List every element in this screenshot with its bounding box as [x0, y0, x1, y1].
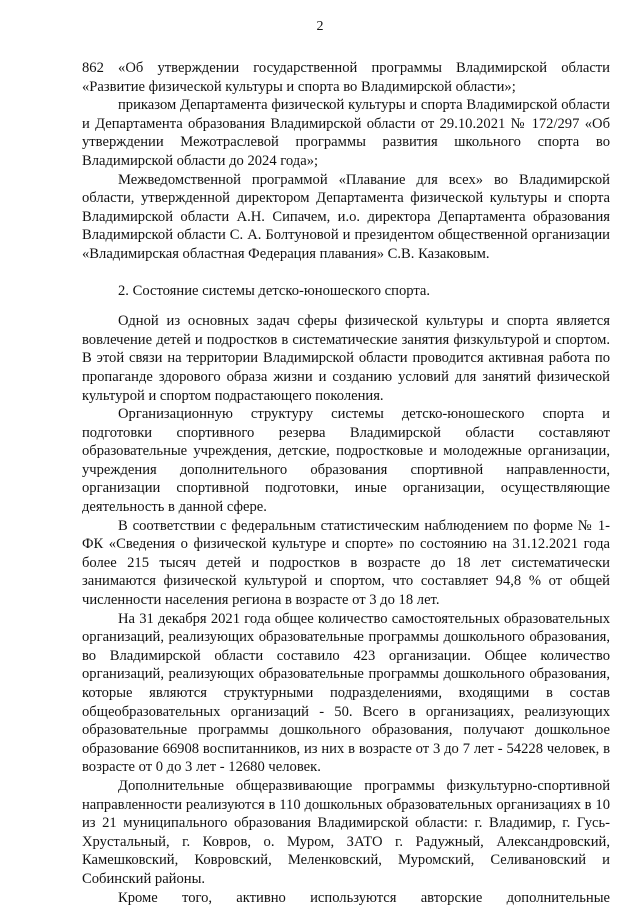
- page-number: 2: [316, 19, 324, 34]
- paragraph-statistics: В соответствии с федеральным статистическим наблюдением по форме № 1-ФК «Сведения о физической культуре и спорте» по состоянию на 31.12.2021 года более 215 тысяч детей и подростков в возрасте до 18 лет систематически занимаются физической культурой и спортом, что составляет 94,8 % от общей численности населения региона в возрасте от 3 до 18 лет.: [82, 517, 610, 609]
- section-heading: 2. Состояние системы детско-юношеского спорта.: [118, 282, 431, 299]
- paragraph-decree-862: 862 «Об утверждении государственной программы Владимирской области «Развитие физической культуры и спорта во Владимирской области»;: [82, 60, 610, 95]
- paragraph-continuation: Кроме того, активно используются авторские дополнительные: [118, 889, 610, 906]
- paragraph-additional-programs: Дополнительные общеразвивающие программы физкультурно-спортивной направленности реализуются в 110 дошкольных образовательных организациях в 10 из 21 муниципального образования Владимирской области: г. Владимир, г. Гусь-Хрустальный, г. Ковров, о. Муром, ЗАТО г. Радужный, Александровский, Камешковский, Ковровский, Меленковский, Муромский, Селивановский и Собинский районы.: [82, 777, 610, 887]
- paragraph-org-structure: Организационную структуру системы детско-юношеского спорта и подготовки спортивного резерва Владимирской области составляют образовательные учреждения, детские, подростковые и молодежные организации, учреждения дополнительного образования спортивной направленности, организации спортивной подготовки, иные организации, осуществляющие деятельность в данной сфере.: [82, 406, 610, 516]
- document-body: [82, 59, 610, 907]
- paragraph-main-tasks: Одной из основных задач сферы физической культуры и спорта является вовлечение детей и подростков в систематические занятия физкультурой и спортом. В этой связи на территории Владимирской области проводится активная работа по пропаганде здорового образа жизни и созданию условий для занятий физической культурой и спортом подрастающего поколения.: [82, 313, 610, 404]
- paragraph-swimming-program: Межведомственной программой «Плавание для всех» во Владимирской области, утвержденной директором Департамента физической культуры и спорта Владимирской области А.Н. Сипачем, и.о. директора Департамента образования Владимирской области С. А. Болтуновой и президентом общественной организации «Владимирская областная Федерация плавания» С.В. Казаковым.: [82, 171, 610, 262]
- paragraph-preschool-orgs: На 31 декабря 2021 года общее количество самостоятельных образовательных организаций, реализующих образовательные программы дошкольного образования, во Владимирской области составило 423 организации. Общее количество организаций, реализующих образовательные программы дошкольного образования, которые являются структурными подразделениями, входящими в состав общеобразовательных организаций - 50. Всего в организациях, реализующих образовательные программы дошкольного образования, получают дошкольное образование 66908 воспитанников, из них в возрасте от 3 до 7 лет - 54228 человек, в возрасте от 0 до 3 лет - 12680 человек.: [82, 610, 610, 776]
- paragraph-order-172-297: приказом Департамента физической культуры и спорта Владимирской области и Департамента образования Владимирской области от 29.10.2021 № 172/297 «Об утверждении Межотраслевой программы развития школьного спорта во Владимирской области до 2024 года»;: [82, 97, 610, 169]
